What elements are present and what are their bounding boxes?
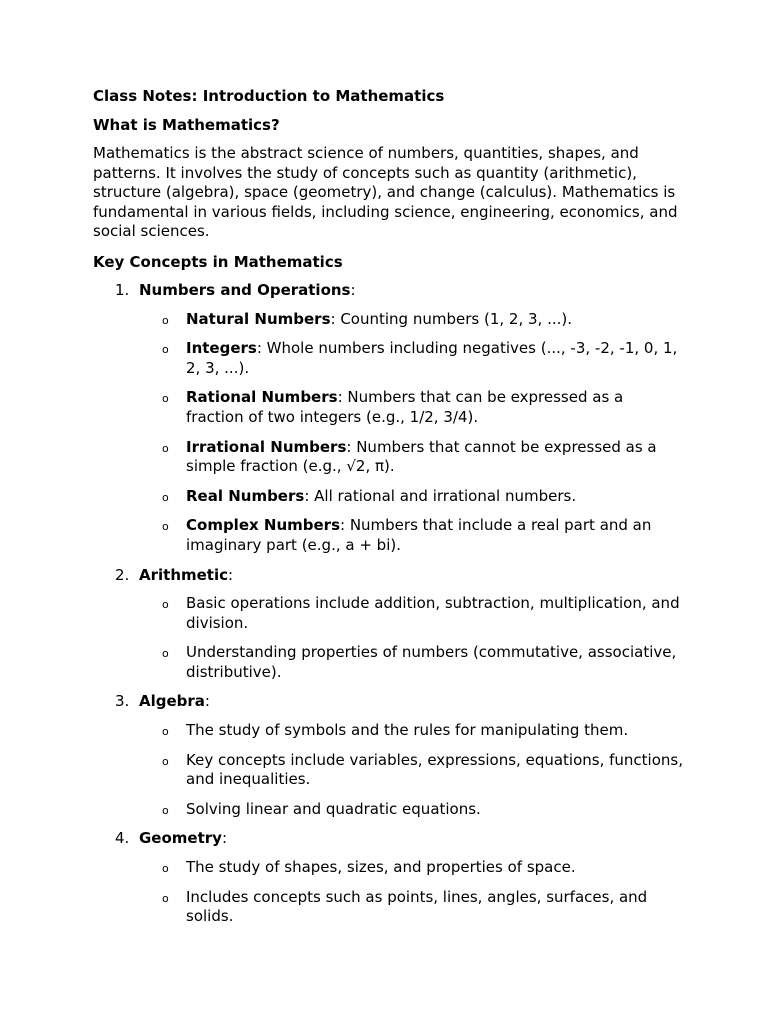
sub-text: : Whole numbers including negatives (..., -3, -2, -1, 0, 1, 2, 3, ...). xyxy=(186,339,678,377)
list-item xyxy=(93,310,683,330)
sub-text: The study of shapes, sizes, and properties of space. xyxy=(186,858,576,877)
list-item xyxy=(93,858,683,878)
sub-text: Solving linear and quadratic equations. xyxy=(186,799,481,818)
concept-item xyxy=(93,566,683,683)
concept-item xyxy=(93,829,683,926)
concept-item xyxy=(93,692,683,819)
concept-name: Numbers and Operations xyxy=(139,280,351,299)
bullet-icon: o xyxy=(162,490,169,504)
concept-sub-list xyxy=(93,721,683,819)
concept-sub-list xyxy=(93,310,683,556)
list-item xyxy=(93,800,683,820)
concept-suffix: : xyxy=(204,692,210,711)
concept-number: 3. xyxy=(115,692,130,711)
concept-number: 2. xyxy=(115,565,130,584)
concept-suffix: : xyxy=(350,280,356,299)
concept-name: Geometry xyxy=(139,829,222,848)
bullet-icon: o xyxy=(162,343,169,357)
sub-term: Natural Numbers xyxy=(186,309,331,328)
sub-term: Integers xyxy=(186,339,257,358)
bullet-icon: o xyxy=(162,862,169,876)
section-paragraph-what-is-mathematics: Mathematics is the abstract science of numbers, quantities, shapes, and patterns. It involves the study of concepts such as quantity (arithmetic), structure (algebra), space (geometry), and change (calculus). Mathematics is fundamental in various fields, including science, engineering, economics, and social sciences. xyxy=(93,144,678,241)
concepts-list xyxy=(93,281,683,927)
concept-name: Algebra xyxy=(139,692,205,711)
concept-heading xyxy=(93,281,683,301)
concept-name: Arithmetic xyxy=(139,565,229,584)
bullet-icon: o xyxy=(162,441,169,455)
list-item xyxy=(93,339,683,378)
concept-sub-list xyxy=(93,858,683,927)
concept-sub-list xyxy=(93,594,683,682)
sub-text: : Numbers that cannot be expressed as a simple fraction (e.g., √2, π). xyxy=(186,437,657,476)
concept-suffix: : xyxy=(221,829,228,848)
bullet-icon: o xyxy=(162,725,169,739)
list-item xyxy=(93,594,683,633)
bullet-icon: o xyxy=(162,313,169,327)
section-heading-what-is-mathematics: What is Mathematics? xyxy=(93,116,280,134)
document-title: Class Notes: Introduction to Mathematics xyxy=(93,87,445,105)
list-item xyxy=(93,487,683,507)
concept-number: 1. xyxy=(115,280,130,299)
concept-heading xyxy=(93,566,683,586)
sub-text: Key concepts include variables, expressions, equations, functions, and inequalities. xyxy=(186,750,683,789)
concept-suffix: : xyxy=(228,565,234,584)
bullet-icon: o xyxy=(162,647,169,661)
sub-term: Irrational Numbers xyxy=(186,437,347,456)
concept-number: 4. xyxy=(115,829,130,848)
sub-text: Includes concepts such as points, lines, angles, surfaces, and solids. xyxy=(186,887,648,926)
bullet-icon: o xyxy=(162,891,169,905)
sub-text: Basic operations include addition, subtraction, multiplication, and division. xyxy=(186,594,680,632)
list-item xyxy=(93,888,683,927)
bullet-icon: o xyxy=(162,392,169,406)
section-heading-key-concepts: Key Concepts in Mathematics xyxy=(93,252,343,271)
sub-text: : Numbers that can be expressed as a fraction of two integers (e.g., 1/2, 3/4). xyxy=(186,388,624,426)
bullet-icon: o xyxy=(162,803,169,817)
list-item xyxy=(93,643,683,682)
sub-text: : Numbers that include a real part and an imaginary part (e.g., a + bi). xyxy=(186,516,652,554)
list-item xyxy=(93,438,683,477)
sub-term: Complex Numbers xyxy=(186,516,340,535)
list-item xyxy=(93,751,683,790)
bullet-icon: o xyxy=(162,598,169,612)
sub-text: The study of symbols and the rules for manipulating them. xyxy=(186,721,629,740)
concept-item xyxy=(93,281,683,556)
list-item xyxy=(93,721,683,741)
concept-heading xyxy=(93,829,683,849)
document-page xyxy=(93,86,683,937)
sub-text: : Counting numbers (1, 2, 3, ...). xyxy=(330,309,572,328)
sub-text: Understanding properties of numbers (commutative, associative, distributive). xyxy=(186,643,677,681)
list-item xyxy=(93,516,683,555)
sub-term: Rational Numbers xyxy=(186,388,338,407)
concept-heading xyxy=(93,692,683,712)
sub-text: : All rational and irrational numbers. xyxy=(304,486,577,505)
bullet-icon: o xyxy=(162,754,169,768)
list-item xyxy=(93,388,683,427)
bullet-icon: o xyxy=(162,520,169,534)
sub-term: Real Numbers xyxy=(186,486,305,505)
